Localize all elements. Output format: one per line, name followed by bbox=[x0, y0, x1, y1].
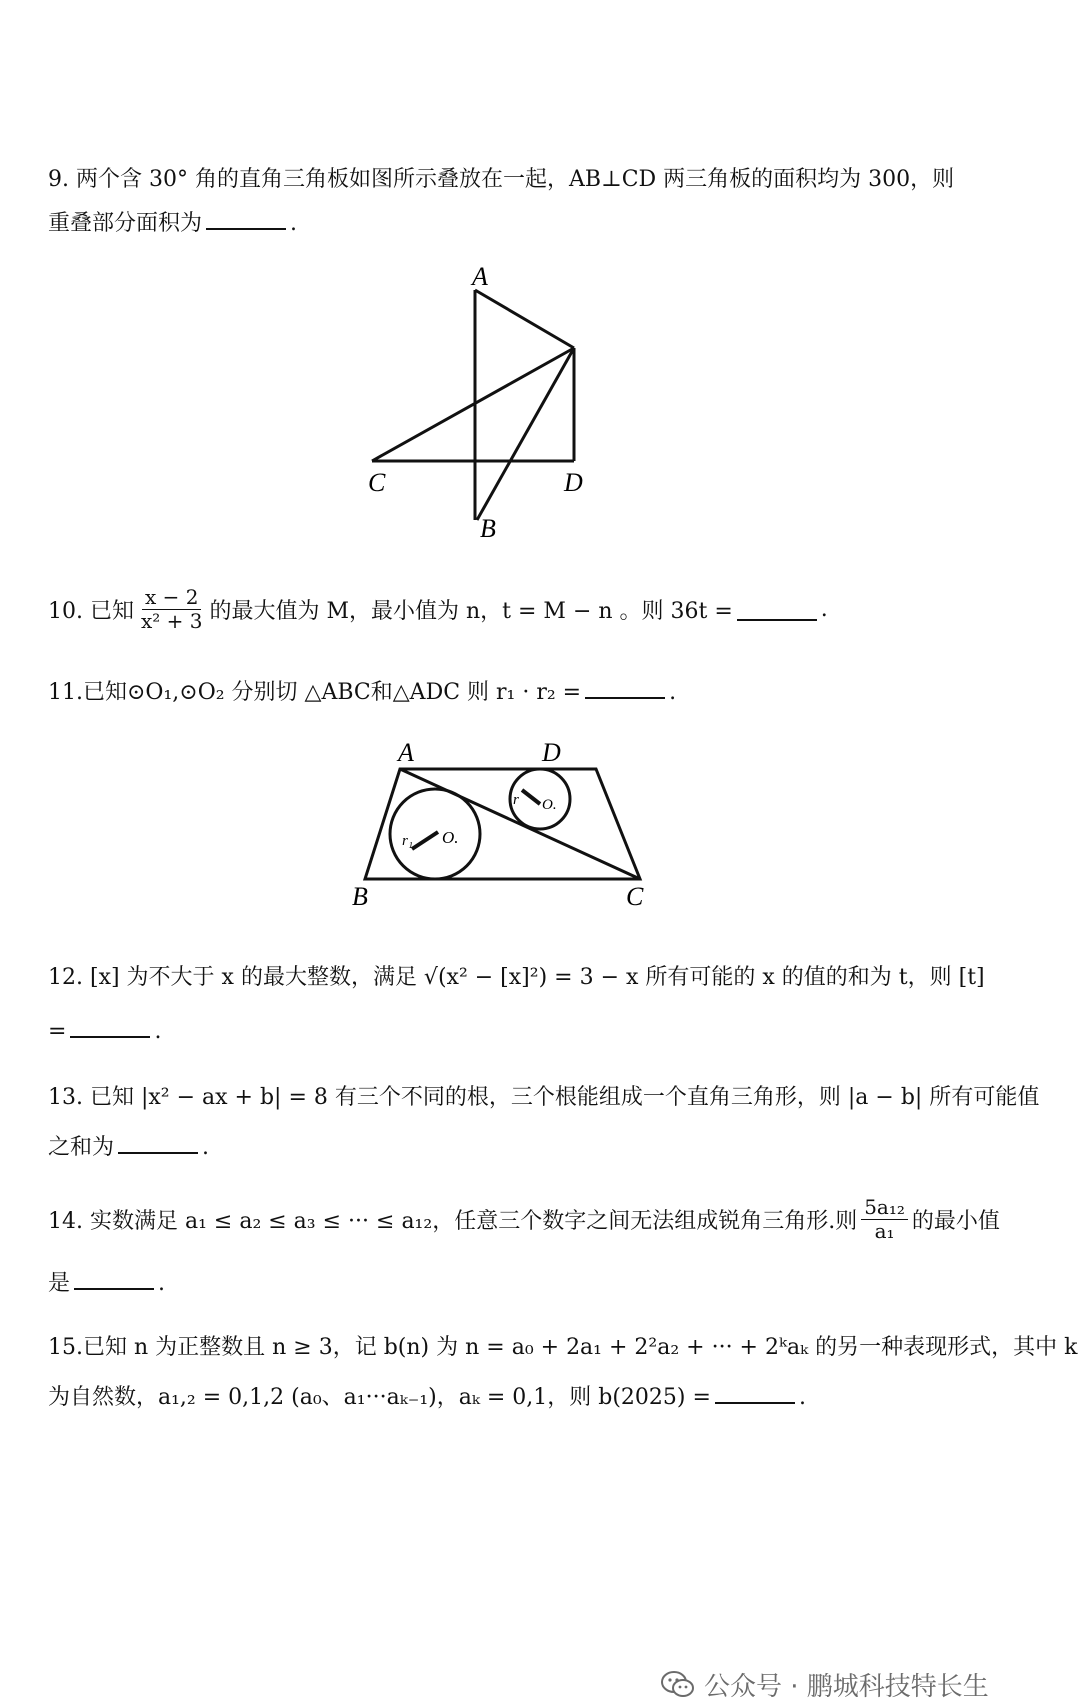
q9-figure bbox=[340, 255, 660, 555]
q15-answer-blank bbox=[715, 1382, 795, 1404]
q12-line2 bbox=[48, 1016, 161, 1044]
q15-end: . bbox=[798, 1385, 806, 1410]
q13-line2-prefix: 之和为 bbox=[48, 1135, 115, 1160]
q14-line1-suffix: 的最小值 bbox=[911, 1209, 1000, 1234]
q10-prefix: 10. 已知 bbox=[48, 599, 134, 624]
q9-label-b: B bbox=[480, 514, 496, 543]
q11-figure bbox=[340, 735, 680, 915]
q14-line2 bbox=[48, 1266, 165, 1297]
q14-end: . bbox=[158, 1271, 166, 1296]
q10-frac-num: x − 2 bbox=[142, 586, 201, 610]
q11-answer-blank bbox=[585, 677, 665, 699]
q14-frac-num: 5a₁₂ bbox=[861, 1196, 908, 1220]
q9-answer-blank bbox=[206, 208, 286, 230]
watermark-text: 公众号 · 鹏城科技特长生 bbox=[704, 1672, 989, 1702]
q11-label-o2: O. bbox=[542, 797, 557, 813]
q11-end: . bbox=[669, 680, 677, 705]
q12-line1: 12. [x] 为不大于 x 的最大整数，满足 √(x² − [x]²) = 3 − x 所有可能的 x 的值的和为 t，则 [t] bbox=[48, 965, 985, 990]
q9-line2-prefix: 重叠部分面积为 bbox=[48, 211, 203, 236]
q9-label-c: C bbox=[368, 468, 386, 497]
q13-answer-blank bbox=[118, 1132, 198, 1154]
q9-label-a: A bbox=[472, 262, 488, 291]
watermark bbox=[660, 1666, 989, 1703]
q9-line1: 9. 两个含 30° 角的直角三角板如图所示叠放在一起，AB⊥CD 两三角板的面积均为 300，则 bbox=[48, 167, 955, 192]
q11-label-r1: r₁ bbox=[402, 833, 414, 849]
wechat-icon bbox=[660, 1670, 696, 1700]
q10-answer-blank bbox=[737, 599, 817, 621]
q10-frac-den: x² + 3 bbox=[140, 609, 203, 633]
q14-frac-den: a₁ bbox=[874, 1219, 895, 1243]
q10-line bbox=[48, 586, 828, 633]
q12-line2-prefix: = bbox=[48, 1019, 67, 1044]
q14-answer-blank bbox=[74, 1268, 154, 1290]
q9-label-d: D bbox=[564, 468, 583, 497]
q15-line2-text: 为自然数，a₁,₂ = 0,1,2 (a₀、a₁···aₖ₋₁)，aₖ = 0,1，则 b(2025) = bbox=[48, 1385, 711, 1410]
q10-suffix: 的最大值为 M，最小值为 n，t = M − n 。则 36t = bbox=[209, 599, 733, 624]
q10-fraction bbox=[138, 586, 206, 633]
q11-label-r2: r bbox=[513, 792, 519, 808]
q11-label-o1: O. bbox=[442, 828, 459, 847]
q15-line1: 15.已知 n 为正整数且 n ≥ 3，记 b(n) 为 n = a₀ + 2a₁ + 2²a₂ + ··· + 2ᵏaₖ 的另一种表现形式，其中 k bbox=[48, 1335, 1078, 1360]
q11-label-c: C bbox=[626, 882, 644, 911]
q11-radius-r1 bbox=[412, 832, 438, 849]
q14-fraction bbox=[861, 1196, 908, 1243]
q12-end: . bbox=[154, 1019, 162, 1044]
q12-answer-blank bbox=[70, 1016, 150, 1038]
q11-label-a: A bbox=[398, 738, 414, 767]
q13-line1: 13. 已知 |x² − ax + b| = 8 有三个不同的根，三个根能组成一个直角三角形，则 |a − b| 所有可能值 bbox=[48, 1085, 1040, 1110]
q14-line1-prefix: 14. 实数满足 a₁ ≤ a₂ ≤ a₃ ≤ ··· ≤ a₁₂，任意三个数字之间无法组成锐角三角形.则 bbox=[48, 1209, 858, 1234]
q15-line2 bbox=[48, 1380, 806, 1411]
q9-seg-a-top bbox=[475, 290, 574, 348]
q11-trapezoid bbox=[365, 769, 640, 879]
q11-circle-o2 bbox=[510, 769, 570, 829]
q9-line2 bbox=[48, 206, 297, 237]
q10-end: . bbox=[820, 597, 828, 622]
q11-line bbox=[48, 675, 676, 706]
q13-line2 bbox=[48, 1130, 209, 1161]
q11-label-d: D bbox=[542, 738, 561, 767]
q11-radius-r2 bbox=[522, 790, 540, 804]
q11-label-b: B bbox=[352, 882, 368, 911]
q14-line2-prefix: 是 bbox=[48, 1271, 71, 1296]
q14-line1 bbox=[48, 1196, 1000, 1243]
q11-text: 11.已知⊙O₁,⊙O₂ 分别切 △ABC和△ADC 则 r₁ · r₂ = bbox=[48, 680, 582, 705]
q13-end: . bbox=[202, 1135, 210, 1160]
q9-end: . bbox=[290, 211, 298, 236]
